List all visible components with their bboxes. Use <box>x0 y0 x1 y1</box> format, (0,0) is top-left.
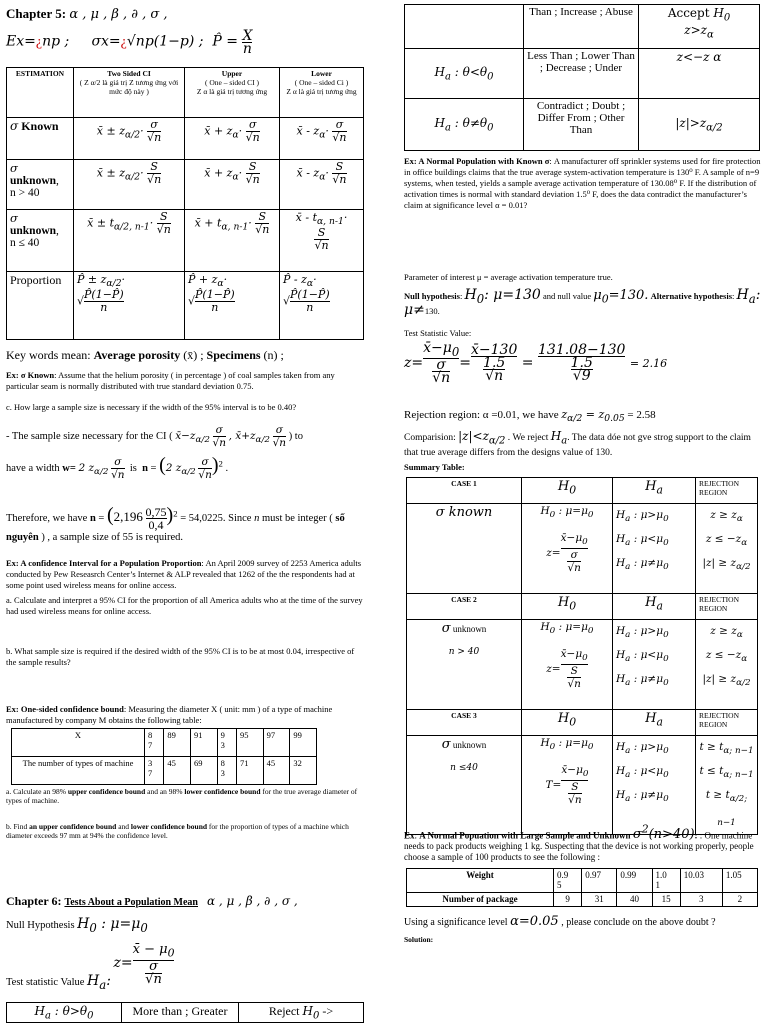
estimation-table <box>6 67 364 340</box>
alternative-keywords: Than ; Increase ; Abuse <box>524 5 639 49</box>
alternative-table <box>404 4 760 151</box>
diameter-cell: 9 3 <box>217 729 236 757</box>
est-cell-upper: P̂ + $z_\alpha\cdot$ √ $\frac{P̂(1-P̂)}{n}$ <box>185 272 280 340</box>
est-cell-upper: x̄ + $z_\alpha\cdot$ $\frac{\sigma}{√n}$ <box>185 118 280 160</box>
est-cell-lower: x̄ - $z_\alpha\cdot$ $\frac{\sigma}{√n}$ <box>280 118 364 160</box>
case-condition: σ unknown n > 40 <box>407 620 522 710</box>
diameter-cell: 8 3 <box>217 757 236 785</box>
diameter-cell: 91 <box>191 729 218 757</box>
rejection-region: Rejection region: α =0.01, we have $z_{\alpha/2} = z_{0.05} = 2.58$ <box>404 408 656 425</box>
case-condition: σ known <box>407 504 522 594</box>
example-large-sample: Ex: A Normal Popuation with Large Sample and Unknown $\sigma^2(n>40)$: : One machine needs to pack products weighing 1 kg. Suspecting that the device is not working properly, people choose a sample of 100 products to see the following : <box>404 823 754 863</box>
est-row-unknown-large <box>7 160 364 210</box>
weight-cell: 0.97 <box>582 869 617 893</box>
package-cell: 9 <box>554 893 582 907</box>
diameter-cell: 89 <box>164 729 191 757</box>
est-row-unknown-small <box>7 210 364 272</box>
case-ha-cell: $H_a$ : $\mu>\mu_0$ $H_a$ : $\mu<\mu_0$ $H_a$ : $\mu\ne\mu_0$ <box>613 736 696 835</box>
case-label: CASE 2 <box>407 594 522 620</box>
weight-label: Weight <box>407 869 554 893</box>
case-condition: σ unknown n ≤40 <box>407 736 522 835</box>
est-cell-lower: x̄ - $z_\alpha\cdot$ $\frac{S}{√n}$ <box>280 160 364 210</box>
case-h0-cell: $H_0$ : $\mu=\mu_0$ z= $\frac{x̄-\mu_0}{\frac{S}{√n}}$ <box>522 620 613 710</box>
keywords-line: Key words mean: Average porosity (x̄) ; Specimens (n) ; <box>6 348 284 362</box>
weight-row <box>407 869 758 893</box>
est-cell-upper: x̄ + $t_{\alpha, n-1}\cdot$ $\frac{S}{√n}$ <box>185 210 280 272</box>
chapter6-keyword-cell: More than ; Greater <box>122 1003 239 1023</box>
est-cell-two-sided: x̄ ± $z_{\alpha/2}\cdot$ $\frac{S}{√n}$ <box>74 160 185 210</box>
alternative-decision: z<−z α <box>639 49 760 99</box>
alternative-row <box>405 99 760 151</box>
col-ha: $H_a$ <box>613 478 696 504</box>
est-header-two-sided: Two Sided CI ( Z α/2 là giá trị Z tương ứng với mức độ này ) <box>74 68 185 118</box>
case-rr-cell: $z \ge z_\alpha$ $z \le -z_\alpha$ $|z| \ge z_{\alpha/2}$ <box>696 620 758 710</box>
comparison: Comparision: $|z|<z_{\alpha/2}$ . We reject $H_a$. The data dóe not gve strog support to the claim that true average differs from the designs value of 130. <box>404 429 751 459</box>
weight-cell: 1.0 1 <box>652 869 680 893</box>
col-h0: $H_0$ <box>522 478 613 504</box>
package-cell: 15 <box>652 893 680 907</box>
chapter6-action-cell: Reject $H_0$ -> <box>239 1003 364 1023</box>
diameter-row-label: The number of types of machine <box>12 757 145 785</box>
est-cell-lower: P̂ - $z_\alpha\cdot$ √ $\frac{P̂(1-P̂)}{n}$ <box>280 272 364 340</box>
alternative-keywords: Contradict ; Doubt ; Differ From ; Other Than <box>524 99 639 151</box>
package-cell: 3 <box>680 893 722 907</box>
sample-size-explanation: - The sample size necessary for the CI ( $x̄-z_{\alpha/2}$ $\frac{\sigma}{√n}$ , $x̄+z_{\alpha/2}$ $\frac{\sigma}{√n}$ ) to <box>6 424 303 449</box>
est-header-lower: Lower ( One – sided Ci ) Z α là giá trị tương ứng <box>280 68 364 118</box>
est-row-known <box>7 118 364 160</box>
summary-case-row <box>407 504 758 594</box>
diameter-cell: 8 7 <box>145 729 164 757</box>
package-cell: 31 <box>582 893 617 907</box>
diameter-cell: 45 <box>164 757 191 785</box>
col-ha: $H_a$ <box>613 710 696 736</box>
chapter6-row <box>7 1003 364 1023</box>
diameter-cell: 71 <box>237 757 264 785</box>
col-ha: $H_a$ <box>613 594 696 620</box>
chapter6-heading: Chapter 6: Tests About a Population Mean α , μ , β , ∂ , σ , <box>6 894 298 908</box>
conclude-question: Using a significance level α=0.05 , please conclude on the above doubt ? <box>404 914 716 929</box>
diameter-row-x <box>12 729 317 757</box>
z-calculation: z= $\frac{x̄-\mu_0}{\frac{\sigma}{√n}}$ = $\frac{x̄-130}{\frac{1.5}{√n}}$ = $\frac{131.08-130}{\frac{1.5}{√9}}$ = 2.16 <box>404 340 668 386</box>
est-cell-two-sided: P̂ ± $z_{\alpha/2}\cdot$ √ $\frac{P̂(1-P̂)}{n}$ <box>74 272 185 340</box>
est-cell-two-sided: x̄ ± $z_{\alpha/2}\cdot$ $\frac{\sigma}{√n}$ <box>74 118 185 160</box>
alternative-row <box>405 49 760 99</box>
col-h0: $H_0$ <box>522 594 613 620</box>
weight-cell: 1.05 <box>722 869 757 893</box>
summary-case-row <box>407 620 758 710</box>
case-h0-cell: $H_0$ : $\mu=\mu_0$ z= $\frac{x̄-\mu_0}{\frac{\sigma}{√n}}$ <box>522 504 613 594</box>
diameter-cell: 3 7 <box>145 757 164 785</box>
solution-label: Solution: <box>404 935 434 944</box>
est-cell-two-sided: x̄ ± $t_{\alpha/2, n-1}\cdot$ $\frac{S}{√n}$ <box>74 210 185 272</box>
chapter6-row-table <box>6 1002 364 1023</box>
col-rejection: REJECTION REGION <box>696 710 758 736</box>
example-known-sigma: Ex: A Normal Population with Known σ: A manufacturer off sprinkler systems used for fire protection in office buildings claims that the true average system-activation temperature is 130⁰ F. A sample of n=9 systems, when tested, yields a sample average activation temperature of 130.08⁰ F. If the distribution of activation times is normal with standard deviation 1.5⁰ F, does the data contradict the manufacturer’s claim at significance level α = 0.01? <box>404 156 761 210</box>
chapter6-ha-cell: $H_a$ : $\theta>\theta_0$ <box>7 1003 122 1023</box>
diameter-cell: 32 <box>290 757 317 785</box>
summary-header-row <box>407 478 758 504</box>
alternative-ha: $H_a$ : $\theta<\theta_0$ <box>405 49 524 99</box>
example-proportion: Ex: A confidence Interval for a Population Proportion: An April 2009 survey of 2253 America adults conducted by Pew Reseasrch Center’s Internet & ALP revealed that 1262 of the the respondents had at some point used wireless means for online access. <box>6 558 362 590</box>
est-header-upper: Upper ( One – sided CI ) Z α là giá trị tương ứng <box>185 68 280 118</box>
sample-size-width: have a width w= 2 $z_{\alpha/2}$ $\frac{\sigma}{√n}$ is n = (2 $z_{\alpha/2}$ $\frac{\sigma}{√n}$ )$^2$ . <box>6 453 229 481</box>
weight-cell: 0.99 <box>617 869 652 893</box>
alternative-decision: Accept $H_0$ $z>z_\alpha$ <box>639 5 760 49</box>
est-row-label: σ unknown, n > 40 <box>7 160 74 210</box>
diameter-cell: 95 <box>237 729 264 757</box>
alternative-keywords: Less Than ; Lower Than ; Decrease ; Under <box>524 49 639 99</box>
weight-table <box>406 868 758 907</box>
est-cell-upper: x̄ + $z_\alpha\cdot$ $\frac{S}{√n}$ <box>185 160 280 210</box>
case-label: CASE 3 <box>407 710 522 736</box>
example-sigma-known-question-c: c. How large a sample size is necessary if the width of the 95% interval is to be 0.40? <box>6 402 297 412</box>
diameter-cell: 99 <box>290 729 317 757</box>
summary-table <box>406 477 758 835</box>
diameter-row-label: X <box>12 729 145 757</box>
est-row-proportion <box>7 272 364 340</box>
alternative-row <box>405 5 760 49</box>
sample-size-result: Therefore, we have n = (2,196 $\frac{0,75}{0,4}$ )$^2$ = 54,0225. Since n must be integer ( số nguyên ) , a sample size of 55 is required. <box>6 503 345 543</box>
alternative-ha <box>405 5 524 49</box>
summary-title: Summary Table: <box>404 462 465 472</box>
diameter-cell: 69 <box>191 757 218 785</box>
example-one-sided-a: a. Calculate an 98% upper confidence bound and an 98% lower confidence bound for the true average diameter of types of machine. <box>6 787 358 805</box>
parameter-of-interest: Parameter of interest μ = average activation temperature true. <box>404 272 613 282</box>
example-one-sided-b: b. Find an upper confidence bound and lower confidence bound for the proportion of types of a machine which diameter exceeds 97 mm at 94% the confidence level. <box>6 822 349 840</box>
case-ha-cell: $H_a$ : $\mu>\mu_0$ $H_a$ : $\mu<\mu_0$ $H_a$ : $\mu\ne\mu_0$ <box>613 620 696 710</box>
weight-cell: 10.03 <box>680 869 722 893</box>
chapter5-formula: Ex=¿np ; σx=¿√np(1−p) ; P̂ = $\frac{X}{n}$ <box>6 28 253 57</box>
alternative-ha: $H_a$ : $\theta\ne\theta_0$ <box>405 99 524 151</box>
summary-header-row <box>407 710 758 736</box>
example-proportion-b: b. What sample size is required if the desired width of the 95% CI is to be at most 0.04, irrespective of the sample results? <box>6 646 355 667</box>
case-h0-cell: $H_0$ : $\mu=\mu_0$ T= $\frac{x̄-\mu_0}{\frac{S}{√n}}$ <box>522 736 613 835</box>
diameter-cell: 45 <box>263 757 290 785</box>
case-label: CASE 1 <box>407 478 522 504</box>
chapter6-null: Null Hypothesis $H_0$ : $\mu=\mu_0$ <box>6 916 148 935</box>
package-label: Number of package <box>407 893 554 907</box>
est-row-label: σ Known <box>7 118 74 160</box>
chapter5-heading: Chapter 5: α , μ , β , ∂ , σ , <box>6 6 168 22</box>
est-cell-lower: x̄ - $t_{\alpha, n-1}\cdot$ $\frac{S}{√n}$ <box>280 210 364 272</box>
col-rejection: REJECTION REGION <box>696 594 758 620</box>
case-rr-cell: $z \ge z_\alpha$ $z \le -z_\alpha$ $|z| \ge z_{\alpha/2}$ <box>696 504 758 594</box>
diameter-table <box>11 728 317 785</box>
weight-cell: 0.9 5 <box>554 869 582 893</box>
alternative-decision: $|z|>z_{\alpha/2}$ <box>639 99 760 151</box>
case-ha-cell: $H_a$ : $\mu>\mu_0$ $H_a$ : $\mu<\mu_0$ $H_a$ : $\mu\ne\mu_0$ <box>613 504 696 594</box>
package-row <box>407 893 758 907</box>
test-statistic-label: Test Statistic Value: <box>404 328 472 338</box>
est-row-label: σ unknown, n ≤ 40 <box>7 210 74 272</box>
summary-case-row <box>407 736 758 835</box>
diameter-cell: 97 <box>263 729 290 757</box>
example-one-sided: Ex: One-sided confidence bound: Measuring the diameter X ( unit: mm ) of a type of machine manufactured by company M obtains the following table: <box>6 704 333 725</box>
example-proportion-a: a. Calculate and interpret a 95% CI for the proportion of all America adults who at the time of the survey had used wireless means for online access. <box>6 595 363 616</box>
case-rr-cell: $t \ge t_{\alpha; n-1}$ $t \le t_{\alpha; n-1}$ $t \ge t_{\alpha/2; n-1}$ <box>696 736 758 835</box>
package-cell: 2 <box>722 893 757 907</box>
summary-header-row <box>407 594 758 620</box>
est-header-estimation: ESTIMATION <box>7 68 74 118</box>
col-h0: $H_0$ <box>522 710 613 736</box>
diameter-row-count <box>12 757 317 785</box>
col-rejection: REJECTION REGION <box>696 478 758 504</box>
chapter6-test-stat: Test statistic Value $H_a$: z= $\frac{x̄ - \mu_0}{\frac{\sigma}{√n}}$ <box>6 942 175 992</box>
est-row-label: Proportion <box>7 272 74 340</box>
hypotheses: Null hypothesis: $H_0$: μ=130 and null value $\mu_0=130$. Alternative hypothesis: $H_a$: μ≠130. <box>404 287 761 318</box>
package-cell: 40 <box>617 893 652 907</box>
example-sigma-known: Ex: σ Known: Assume that the helium porosity ( in percentage ) of coal samples taken from any particular seam is normally distributed with true standard deviation 0.75. <box>6 370 335 391</box>
